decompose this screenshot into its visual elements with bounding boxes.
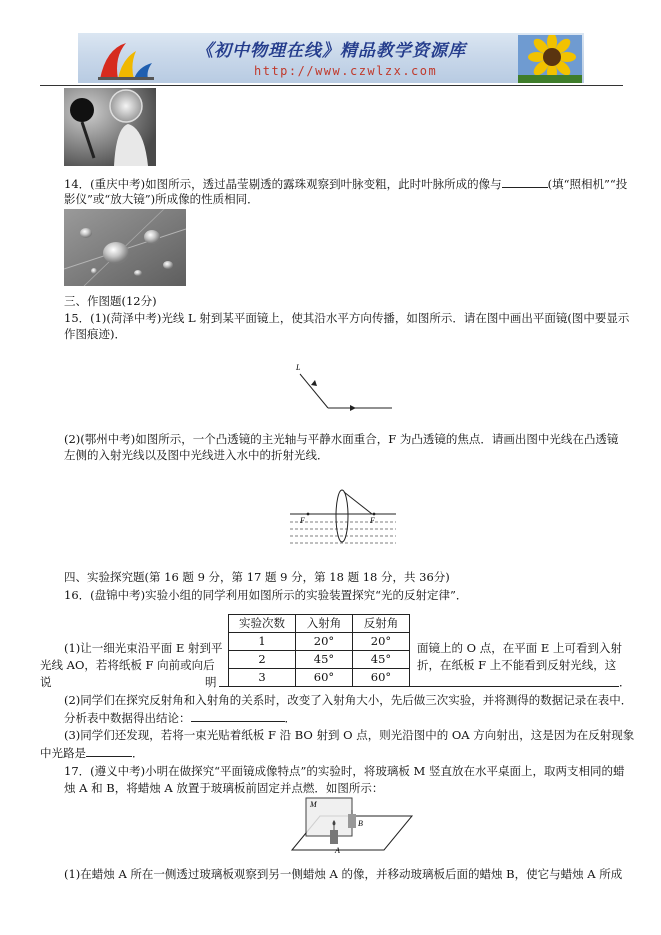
q16-intro: 16．(盘锦中考)实验小组的同学利用如图所示的实验装置探究“光的反射定律”． [64,588,468,602]
candle-label-a: A [335,846,340,855]
table-cell: 2 [229,651,296,669]
table-header-cell: 反射角 [353,615,410,633]
q16-p2-answer-blank[interactable] [191,709,285,722]
q16-data-table [228,614,410,687]
q16-p3-line1: (3)同学们还发现，若将一束光贴着纸板 F 沿 BO 射到 O 点，则光沿图中的 OA 方向射出，这是因为在反射现象 [64,728,635,742]
q16-p1-left3: 说 [40,675,52,689]
q16-p3-line2: 中光路是 ． [40,746,144,760]
table-cell: 1 [229,633,296,651]
site-logo-icon [96,39,156,81]
table-header-row [229,615,410,633]
q17-figure [290,796,414,856]
section3-heading: 三、作图题(12分) [64,294,157,308]
q16-p1-left1: (1)让一细光束沿平面 E 射到平 [64,641,223,655]
table-cell: 60° [353,669,410,687]
focus-label-right: F [370,516,375,525]
q16-p2-line2: 分析表中数据得出结论： ． [64,711,296,725]
table-cell: 3 [229,669,296,687]
q17-text-line2: 烛 A 和 B，将蜡烛 A 放置于玻璃板前固定并点燃．如图所示： [64,781,384,795]
q14-text-b: (填“照相机”“投 [547,177,628,191]
q14-text-line2: 影仪”或“放大镜”)所成像的性质相同． [64,192,259,206]
q14-text-line1 [64,175,627,192]
ray-label-l: L [296,363,301,372]
table-row [229,651,410,669]
q16-p3-label: 中光路是 [40,746,86,760]
glass-label-m: M [310,800,317,809]
q16-p1-period: ． [619,675,631,689]
table-row [229,669,410,687]
section4-heading: 四、实验探究题(第 16 题 9 分，第 17 题 9 分，第 18 题 18 分，共 36分) [64,570,450,584]
q15-text-line2: 作图痕迹)． [64,327,126,341]
table-row [229,633,410,651]
table-header-cell: 入射角 [296,615,353,633]
focus-label-left: F [300,516,305,525]
q16-p1-left2: 光线 AO，若将纸板 F 向前或向后 [40,658,215,672]
q15-part2-line2: 左侧的入射光线以及图中光线进入水中的折射光线． [64,448,329,462]
q14-answer-blank[interactable] [502,175,548,188]
magnifier-photo [64,88,156,166]
q16-p2-label: 分析表中数据得出结论： [64,711,191,725]
q15-figure1 [288,360,398,416]
table-cell: 20° [353,633,410,651]
site-url[interactable]: http://www.czwlzx.com [254,64,438,78]
q16-p2-line1: (2)同学们在探究反射角和入射角的关系时，改变了入射角大小，先后做三次实验，并将测得的数据记录在表中． [64,693,633,707]
q16-p1-left3b: 明 [205,675,217,689]
table-cell: 20° [296,633,353,651]
table-cell: 60° [296,669,353,687]
header-banner [78,33,584,83]
q16-p1-right2: 折，在纸板 F 上不能看到反射光线，这 [417,658,617,672]
q17-text-line1: 17．(遵义中考)小明在做探究“平面镜成像特点”的实验时，将玻璃板 M 竖直放在水平桌面上，取两支相同的蜡 [64,764,625,778]
table-cell: 45° [353,651,410,669]
candle-label-b: B [358,819,363,828]
q16-p1-answer-blank[interactable] [219,686,619,687]
q15-part2-line1: (2)(鄂州中考)如图所示，一个凸透镜的主光轴与平静水面重合，F 为凸透镜的焦点．请画出图中光线在凸透镜 [64,432,619,446]
q17-p1-line1: (1)在蜡烛 A 所在一侧透过玻璃板观察到另一侧蜡烛 A 的像，并移动玻璃板后面的蜡烛 B，使它与蜡烛 A 所成 [64,867,623,881]
dewdrop-photo [64,209,186,286]
q16-p3-answer-blank[interactable] [86,744,132,757]
site-title: 《初中物理在线》精品教学资源库 [196,41,466,61]
table-header-cell: 实验次数 [229,615,296,633]
header-rule [40,85,623,86]
sunflower-image [518,35,582,83]
q14-text-a: 14．(重庆中考)如图所示，透过晶莹剔透的露珠观察到叶脉变粗，此时叶脉所成的像与 [64,177,502,191]
table-cell: 45° [296,651,353,669]
q16-p1-right1: 面镜上的 O 点，在平面 E 上可看到入射 [417,641,622,655]
q15-text-line1: 15．(1)(菏泽中考)光线 L 射到某平面镜上，使其沿水平方向传播，如图所示．请在图中画出平面镜(图中要显示 [64,311,630,325]
q15-figure2 [286,486,400,550]
